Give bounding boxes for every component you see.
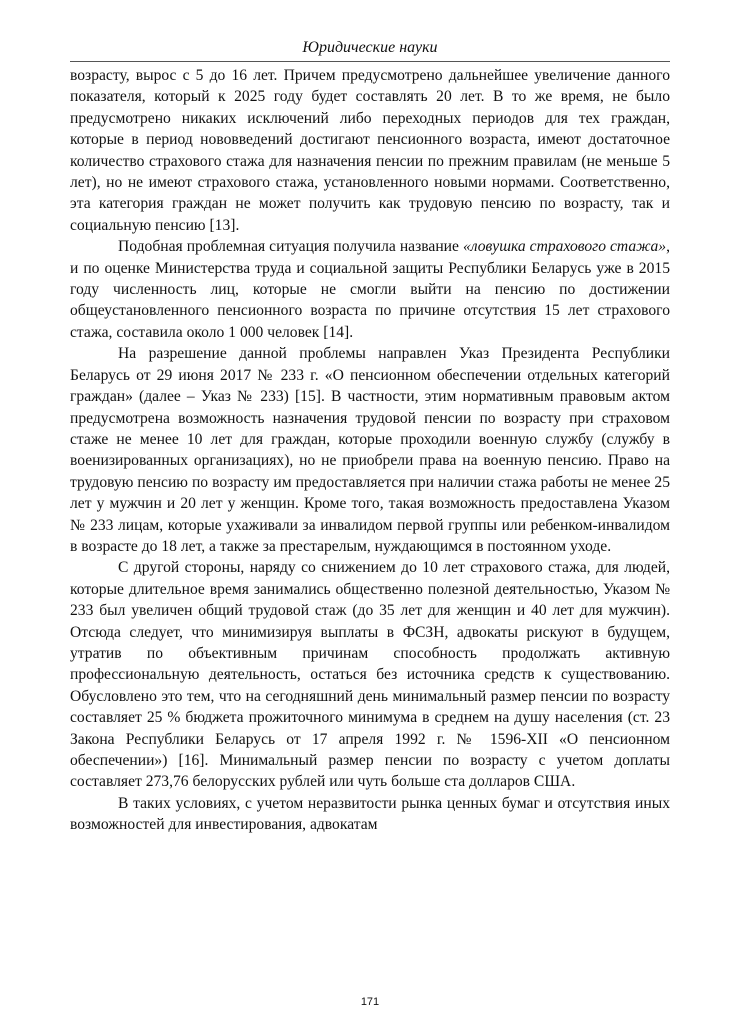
paragraph-decree-233 [70,343,670,557]
text-run: На разрешение данной проблемы направлен Указ Президента Республики Беларусь от 29 июня 2017 № 233 г. «О пенсионном обеспечении отдельных категорий граждан» (далее – Указ № 233) [15]. В частности, этим нормативным правовым актом предусмотрена возможность назначения трудовой пенсии по возрасту при страховом стаже не менее 10 лет для граждан, которые проходили военную службу (службу в военизированных организациях), но не приобрели права на военную пенсию. Право на трудовую пенсию по возрасту им предоставляется при наличии стажа работы не менее 25 лет у мужчин и 20 лет у женщин. Кроме того, такая возможность предоставлена Указом № 233 лицам, которые ухаживали за инвалидом первой группы или ребенком-инвалидом в возрасте до 18 лет, а также за престарелым, нуждающимся в постоянном уходе. [70,345,670,555]
page-number: 171 [360,996,380,1008]
article-body [70,65,670,836]
text-run: С другой стороны, наряду со снижением до 10 лет страхового стажа, для людей, которые длительное время занимались общественно полезной деятельностью, Указом № 233 был увеличен общий трудовой стаж (до 35 лет для женщин и 40 лет для мужчин). Отсюда следует, что минимизируя выплаты в ФСЗН, адвокаты рискуют в будущем, утратив по объективным причинам способность продолжать активную профессиональную деятельность, остаться без источника средств к существованию. Обусловлено это тем, что на сегодняшний день минимальный размер пенсии по возрасту составляет 25 % бюджета прожиточного минимума в среднем на душу населения (ст. 23 Закона Республики Беларусь от 17 апреля 1992 г. № 1596-XII «О пенсионном обеспечении») [16]. Минимальный размер пенсии по возрасту с учетом доплаты составляет 273,76 белорусских рублей или чуть больше ста долларов США. [70,559,670,791]
header-divider [70,61,670,62]
text-run: возрасту, вырос с 5 до 16 лет. Причем предусмотрено дальнейшее увеличение данного показателя, который к 2025 году будет составлять 20 лет. В то же время, не было предусмотрено никаких исключений либо переходных периодов для тех граждан, которые в период нововведений достигают пенсионного возраста, имеют достаточное количество страхового стажа для назначения пенсии по прежним правилам (не меньше 5 лет), но не имеют страхового стажа, установленного новыми нормами. Соответственно, эта категория граждан не может получить как трудовую пенсию по возрасту, так и социальную пенсию [13]. [70,67,670,234]
paragraph-insurance-trap [70,236,670,343]
italic-term: «ловушка страхового стажа» [462,238,667,256]
text-run: , и по оценке Министерства труда и социальной защиты Республики Беларусь уже в 2015 году численность лиц, которые не смогли выйти на пенсию по достижении общеустановленного пенсионного возраста по причине отсутствия 15 лет страхового стажа, составила около 1 000 человек [14]. [70,238,670,341]
paragraph-other-side [70,557,670,792]
running-header: Юридические науки [302,39,438,56]
text-run: В таких условиях, с учетом неразвитости рынка ценных бумаг и отсутствия иных возможностей для инвестирования, адвокатам [70,794,670,834]
paragraph-conditions [70,793,670,836]
text-run: Подобная проблемная ситуация получила название [118,238,463,256]
paragraph-continuation [70,65,670,236]
